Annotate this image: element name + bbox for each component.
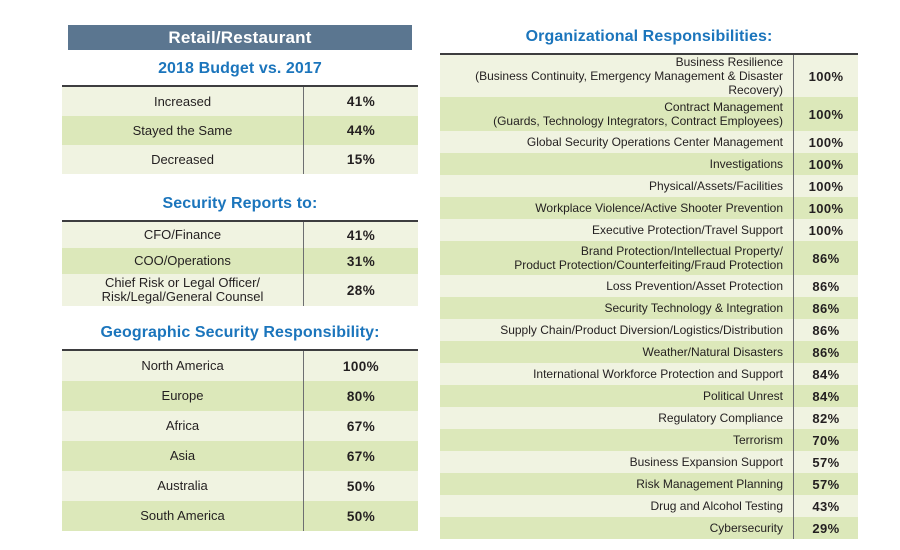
row-label: Risk Management Planning xyxy=(636,477,783,491)
geographic-table xyxy=(62,349,418,531)
table-row xyxy=(62,274,418,306)
row-label: Physical/Assets/Facilities xyxy=(648,179,783,193)
table-row xyxy=(440,131,858,153)
row-label: Increased xyxy=(153,93,212,109)
table-row xyxy=(62,87,418,116)
row-label: Decreased xyxy=(151,151,214,167)
row-label: Security Technology & Integration xyxy=(604,301,783,315)
table-row xyxy=(440,275,858,297)
row-label: Asia xyxy=(169,448,196,463)
row-label: CFO/Finance xyxy=(143,227,222,242)
table-row xyxy=(440,319,858,341)
right-column xyxy=(440,27,858,539)
table-row xyxy=(440,341,858,363)
row-value: 100% xyxy=(793,97,858,131)
reports-table xyxy=(62,220,418,306)
row-label: COO/Operations xyxy=(134,253,231,268)
table-row xyxy=(440,385,858,407)
table-row xyxy=(440,153,858,175)
row-value: 67% xyxy=(303,411,418,441)
row-label: Political Unrest xyxy=(702,389,783,403)
table-row xyxy=(62,381,418,411)
row-value: 86% xyxy=(793,275,858,297)
table-row xyxy=(440,451,858,473)
sector-header: Retail/Restaurant xyxy=(68,25,412,50)
section-title-geographic: Geographic Security Responsibility: xyxy=(100,324,380,341)
row-label: Terrorism xyxy=(733,433,783,447)
organizational-table xyxy=(440,53,858,539)
row-label: Africa xyxy=(165,418,200,433)
table-row xyxy=(440,175,858,197)
row-label: Chief Risk or Legal Officer/ Risk/Legal/General Counsel xyxy=(101,275,264,304)
section-title-organizational: Organizational Responsibilities: xyxy=(525,28,773,45)
table-row xyxy=(62,411,418,441)
row-label: Supply Chain/Product Diversion/Logistics/Distribution xyxy=(500,323,783,337)
table-row xyxy=(62,116,418,145)
row-value: 100% xyxy=(303,351,418,381)
table-row xyxy=(440,297,858,319)
row-value: 80% xyxy=(303,381,418,411)
table-row xyxy=(440,55,858,97)
budget-table xyxy=(62,85,418,174)
row-value: 84% xyxy=(793,385,858,407)
row-value: 86% xyxy=(793,319,858,341)
table-row xyxy=(62,145,418,174)
row-value: 100% xyxy=(793,197,858,219)
row-value: 84% xyxy=(793,363,858,385)
table-row xyxy=(440,197,858,219)
row-label: Europe xyxy=(161,388,204,403)
left-column xyxy=(62,25,418,531)
row-label: Brand Protection/Intellectual Property/ Product Protection/Counterfeiting/Fraud Protection xyxy=(514,244,783,272)
row-value: 50% xyxy=(303,471,418,501)
table-row xyxy=(440,429,858,451)
row-value: 100% xyxy=(793,153,858,175)
row-value: 15% xyxy=(303,145,418,174)
section-budget xyxy=(62,59,418,174)
section-reports xyxy=(62,194,418,306)
row-value: 31% xyxy=(303,248,418,274)
row-value: 86% xyxy=(793,297,858,319)
row-value: 67% xyxy=(303,441,418,471)
row-label: Business Expansion Support xyxy=(629,455,783,469)
table-row xyxy=(62,351,418,381)
row-value: 100% xyxy=(793,131,858,153)
row-label: Business Resilience (Business Continuity, Emergency Management & Disaster Recovery) xyxy=(475,55,783,97)
row-value: 41% xyxy=(303,87,418,116)
row-label: Drug and Alcohol Testing xyxy=(650,499,783,513)
row-value: 28% xyxy=(303,274,418,306)
row-value: 100% xyxy=(793,55,858,97)
row-value: 82% xyxy=(793,407,858,429)
row-label: Investigations xyxy=(709,157,783,171)
row-label: Contract Management (Guards, Technology Integrators, Contract Employees) xyxy=(493,100,783,128)
row-value: 29% xyxy=(793,517,858,539)
row-label: Global Security Operations Center Management xyxy=(526,135,783,149)
row-label: North America xyxy=(141,358,224,373)
row-value: 41% xyxy=(303,222,418,248)
row-label: Cybersecurity xyxy=(709,521,783,535)
table-row xyxy=(440,495,858,517)
table-row xyxy=(440,241,858,275)
row-value: 50% xyxy=(303,501,418,531)
row-value: 43% xyxy=(793,495,858,517)
row-value: 86% xyxy=(793,341,858,363)
row-label: South America xyxy=(140,508,225,523)
row-value: 86% xyxy=(793,241,858,275)
section-geographic xyxy=(62,323,418,531)
table-row xyxy=(440,363,858,385)
row-value: 100% xyxy=(793,175,858,197)
table-row xyxy=(440,473,858,495)
section-title-reports: Security Reports to: xyxy=(162,195,318,212)
row-value: 70% xyxy=(793,429,858,451)
table-row xyxy=(440,517,858,539)
row-label: Australia xyxy=(157,478,208,493)
row-label: Regulatory Compliance xyxy=(658,411,783,425)
table-row xyxy=(62,248,418,274)
row-label: Weather/Natural Disasters xyxy=(642,345,783,359)
table-row xyxy=(440,407,858,429)
row-value: 100% xyxy=(793,219,858,241)
table-row xyxy=(62,222,418,248)
table-row xyxy=(62,501,418,531)
table-row xyxy=(440,97,858,131)
row-label: International Workforce Protection and Support xyxy=(533,367,783,381)
row-label: Loss Prevention/Asset Protection xyxy=(606,279,783,293)
row-value: 57% xyxy=(793,451,858,473)
section-title-budget: 2018 Budget vs. 2017 xyxy=(158,60,322,77)
row-value: 57% xyxy=(793,473,858,495)
row-value: 44% xyxy=(303,116,418,145)
table-row xyxy=(62,471,418,501)
row-label: Executive Protection/Travel Support xyxy=(592,223,783,237)
row-label: Stayed the Same xyxy=(132,122,233,138)
row-label: Workplace Violence/Active Shooter Prevention xyxy=(535,201,783,215)
table-row xyxy=(440,219,858,241)
table-row xyxy=(62,441,418,471)
